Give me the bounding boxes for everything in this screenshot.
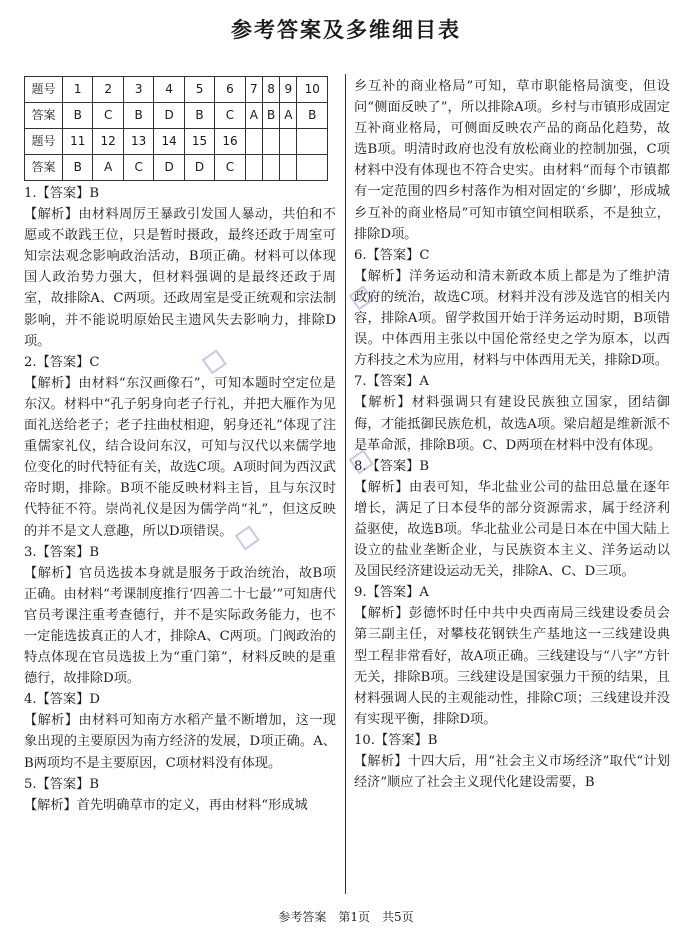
page-title: 参考答案及多维细目表 [231,18,461,42]
table-cell [245,155,262,181]
answer-line: 5.【答案】B [24,776,100,792]
table-cell [280,155,297,181]
table-cell [245,129,262,155]
table-row-header: 答案 [25,103,63,129]
explanation-paragraph: 【解析】十四大后，用“社会主义市场经济”取代“计划经济”顺应了社会主义现代化建设需要，B [354,754,670,791]
table-cell: 10 [297,77,328,103]
explanation-paragraph: 【解析】官员选拔本身就是服务于政治统治，故B项正确。由材料“考课制度推行‘四善二十七最’”可知唐代官员考课注重考查德行，并不是实际政务能力，也不一定能选拔真正的人才，排除A、C两项。门阀政治的特点体现在官员选拔上为“重门第”，材料反映的是重德行，故排除D项。 [24,565,336,687]
table-cell: 6 [215,77,245,103]
explanation-paragraph: 【解析】彭德怀时任中共中央西南局三线建设委员会第三副主任，对攀枝花钢铁生产基地这一三线建设典型工程非常看好，故A项正确。三线建设与“八字”方针无关，排除B项。三线建设是国家强力干预的结果，且材料强调人民的主观能动性，排除C项；三线建设并没有实现平衡，排除D项。 [354,606,670,727]
table-cell [262,155,279,181]
answer-line: 3.【答案】B [24,544,100,560]
table-cell: C [93,103,123,129]
right-column-body [354,76,670,793]
table-cell: 1 [63,77,93,103]
left-column-body [24,183,336,816]
table-row [25,155,328,181]
table-cell: D [154,155,184,181]
table-cell: 13 [123,129,153,155]
table-cell: B [63,103,93,129]
table-cell: A [93,155,123,181]
answer-line: 7.【答案】A [354,374,429,390]
table-cell: A [245,103,262,129]
answer-line: 6.【答案】C [354,247,430,263]
table-cell: D [184,155,214,181]
table-cell: C [123,155,153,181]
table-cell: 9 [280,77,297,103]
table-cell: B [123,103,153,129]
table-cell: 12 [93,129,123,155]
table-cell: A [280,103,297,129]
table-row [25,129,328,155]
page-footer: 参考答案 第1页 共5页 [278,910,414,924]
answer-line: 8.【答案】B [354,458,430,474]
left-column [24,76,336,816]
explanation-paragraph: 【解析】材料强调只有建设民族独立国家，团结御侮，才能抵御民族危机，故选A项。梁启超是维新派不是革命派，排除B项。C、D两项在材料中没有体现。 [354,395,670,453]
answer-line: 9.【答案】A [354,585,429,601]
table-cell: 2 [93,77,123,103]
explanation-paragraph: 【解析】由材料可知南方水稻产量不断增加，这一现象出现的主要原因为南方经济的发展，D项正确。A、B两项均不是主要原因，C项材料没有体现。 [24,713,336,771]
column-divider [345,74,346,894]
table-cell: 7 [245,77,262,103]
table-cell [297,129,328,155]
answer-line: 10.【答案】B [354,732,438,748]
table-cell [280,129,297,155]
table-cell: 11 [63,129,93,155]
table-cell: 14 [154,129,184,155]
right-column [354,76,670,793]
table-cell: 3 [123,77,153,103]
explanation-paragraph: 【解析】洋务运动和清末新政本质上都是为了维护清政府的统治，故选C项。材料并没有涉及选官的相关内容，排除A项。留学救国开始于洋务运动时期，B项错误。中体西用主张以中国伦常经史之学为原本，以西方科技之术为应用，材料与中体西用无关，排除D项。 [354,268,670,369]
table-row [25,77,328,103]
explanation-paragraph: 【解析】首先明确草市的定义，再由材料“形成城 [24,797,308,813]
table-cell: C [215,155,245,181]
table-cell: 8 [262,77,279,103]
table-cell: 16 [215,129,245,155]
table-cell: 4 [154,77,184,103]
explanation-paragraph: 【解析】由材料“东汉画像石”，可知本题时空定位是东汉。材料中“孔子躬身向老子行礼，并把大雁作为见面礼送给老子；老子拄曲杖相迎，躬身还礼”体现了注重儒家礼仪，结合设问东汉，可知与汉代以来儒学地位变化的时代特征有关，故选C项。A项时间为西汉武帝时期，排除。B项不能反映材料主旨，且与东汉时代特征不符。崇尚礼仪是因为儒学尚“礼”，但这反映的并不是文人意趣，所以D项错误。 [24,375,336,539]
table-cell: B [184,103,214,129]
answer-line: 4.【答案】D [24,692,100,708]
table-cell: B [262,103,279,129]
table-row [25,103,328,129]
table-cell: C [215,103,245,129]
answer-table [24,76,328,181]
table-cell: 5 [184,77,214,103]
table-cell: 15 [184,129,214,155]
table-row-header: 答案 [25,155,63,181]
table-cell [297,155,328,181]
answer-line: 1.【答案】B [24,186,100,201]
table-cell: D [154,103,184,129]
explanation-paragraph: 【解析】由材料周厉王暴政引发国人暴动，共伯和不愿或不敢践王位，只是暂时摄政，最终还政于周室可知宗法观念影响政治活动，B项正确。材料可以体现国人政治势力强大，但材料强调的是最终还政于周室，故排除A、C两项。还政周室是受正统观和宗法制影响，并不能说明原始民主遗风失去影响力，排除D项。 [24,207,336,349]
explanation-paragraph: 乡互补的商业格局”可知，草市职能格局演变，但设问“侧面反映了”，所以排除A项。乡村与市镇形成固定互补商业格局，可侧面反映农产品的商品化趋势，故选B项。明清时政府也没有放松商业的控制加强，C项材料中没有体现也不符合史实。由材料“而每个市镇都有一定范围的四乡村落作为相对固定的‘乡脚’，形成城乡互补的商业格局”可知市镇空间相联系，不是独立，排除D项。 [354,79,670,242]
answer-line: 2.【答案】C [24,354,100,370]
table-row-header: 题号 [25,77,63,103]
table-cell [262,129,279,155]
table-cell: B [63,155,93,181]
explanation-paragraph: 【解析】由表可知，华北盐业公司的盐田总量在逐年增长，满足了日本侵华的部分资源需求，属于经济利益驱使，故选B项。华北盐业公司是日本在中国大陆上设立的盐业垄断企业，与民族资本主义、洋务运动以及国民经济建设运动无关，排除A、C、D三项。 [354,479,670,580]
table-row-header: 题号 [25,129,63,155]
table-cell: B [297,103,328,129]
